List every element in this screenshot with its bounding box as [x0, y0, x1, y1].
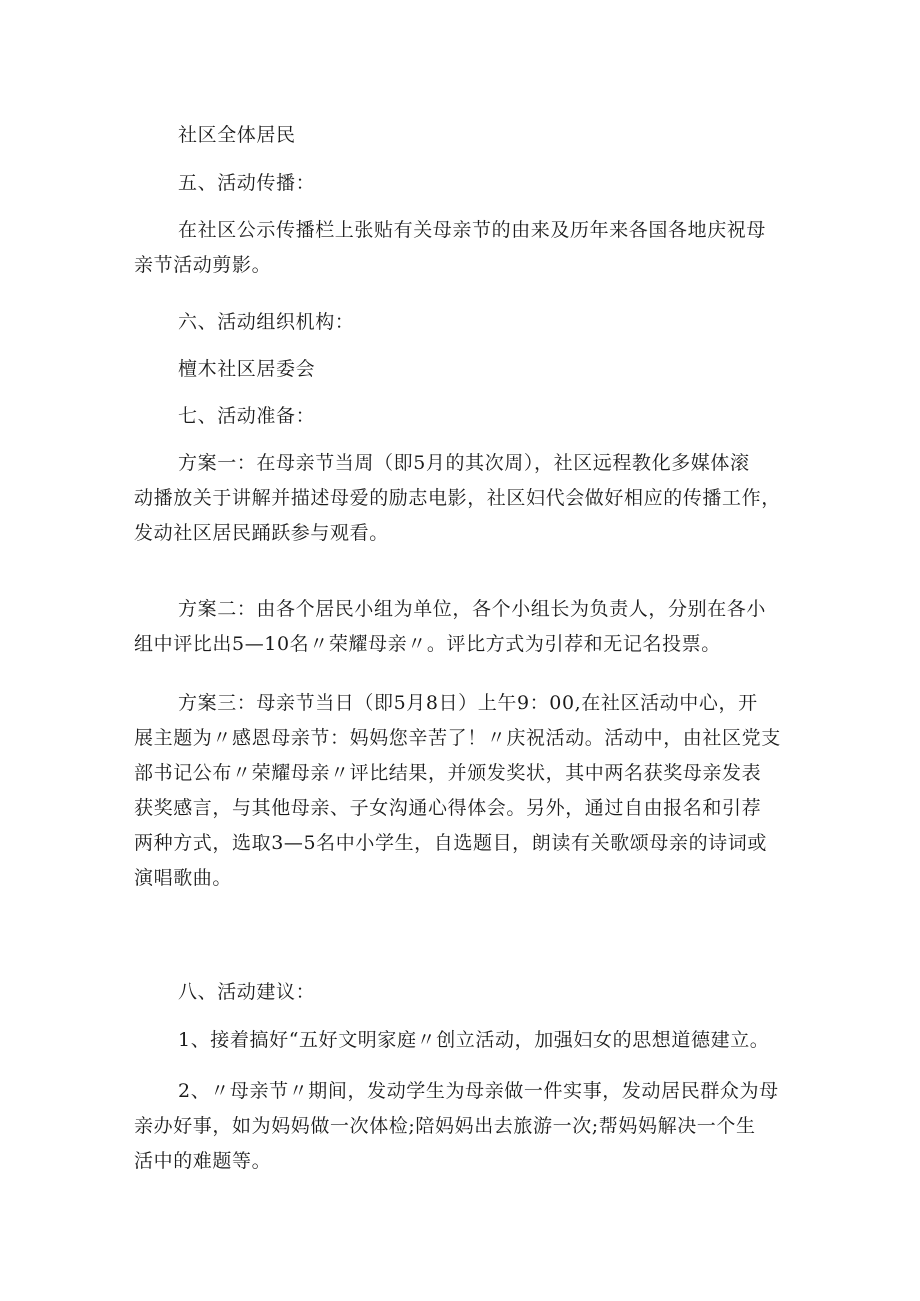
- text-line: 方案一：在母亲节当周（即5月的其次周），社区远程教化多媒体滚: [178, 452, 750, 474]
- text-line: 部书记公布〃荣耀母亲〃评比结果，并颁发奖状，其中两名获奖母亲发表: [134, 762, 762, 784]
- text-line: 两种方式，选取3—5名中小学生，自选题目，朗读有关歌颂母亲的诗词或: [134, 832, 767, 854]
- paragraph-organizer: [134, 352, 794, 387]
- text-line: 获奖感言，与其他母亲、子女沟通心得体会。另外，通过自由报名和引荐: [134, 797, 762, 819]
- text-line: 社区全体居民: [178, 124, 296, 146]
- heading-section-7: [134, 399, 794, 434]
- text-line: 1、接着搞好“五好文明家庭〃创立活动，加强妇女的思想道德建立。: [178, 1029, 770, 1051]
- text-line: 方案二：由各个居民小组为单位，各个小组长为负责人，分别在各小: [178, 598, 767, 620]
- text-line: 2、〃母亲节〃期间，发动学生为母亲做一件实事，发动居民群众为母: [178, 1080, 779, 1102]
- text-line: 七、活动准备：: [178, 405, 316, 427]
- text-line: 五、活动传播：: [178, 172, 316, 194]
- paragraph-promotion: [134, 213, 794, 283]
- heading-section-5: [134, 166, 794, 201]
- text-line: 亲办好事，如为妈妈做一次体检;陪妈妈出去旅游一次;帮妈妈解决一个生: [134, 1115, 756, 1137]
- paragraph-suggestion-2: [134, 1074, 794, 1179]
- text-line: 方案三：母亲节当日（即5月8日）上午9：00,在社区活动中心，开: [178, 692, 758, 714]
- text-line: 发动社区居民踊跃参与观看。: [134, 522, 389, 544]
- text-line: 亲节活动剪影。: [134, 254, 272, 276]
- text-line: 动播放关于讲解并描述母爱的励志电影，社区妇代会做好相应的传播工作，: [134, 487, 781, 509]
- text-line: 展主题为〃感恩母亲节：妈妈您辛苦了！〃庆祝活动。活动中，由社区党支: [134, 727, 781, 749]
- heading-section-6: [134, 305, 794, 340]
- text-line: 八、活动建议：: [178, 981, 316, 1003]
- paragraph-suggestion-1: [134, 1023, 794, 1058]
- text-line: 组中评比出5—10名〃荣耀母亲〃。评比方式为引荐和无记名投票。: [134, 633, 721, 655]
- text-line: 在社区公示传播栏上张贴有关母亲节的由来及历年来各国各地庆祝母: [178, 219, 767, 241]
- text-line: 活中的难题等。: [134, 1150, 272, 1172]
- paragraph-plan-2: [134, 592, 794, 662]
- paragraph-audience: [134, 118, 794, 153]
- paragraph-plan-3: [134, 686, 794, 896]
- paragraph-plan-1: [134, 446, 794, 551]
- heading-section-8: [134, 975, 794, 1010]
- text-line: 六、活动组织机构：: [178, 311, 355, 333]
- text-line: 演唱歌曲。: [134, 867, 233, 889]
- text-line: 檀木社区居委会: [178, 358, 316, 380]
